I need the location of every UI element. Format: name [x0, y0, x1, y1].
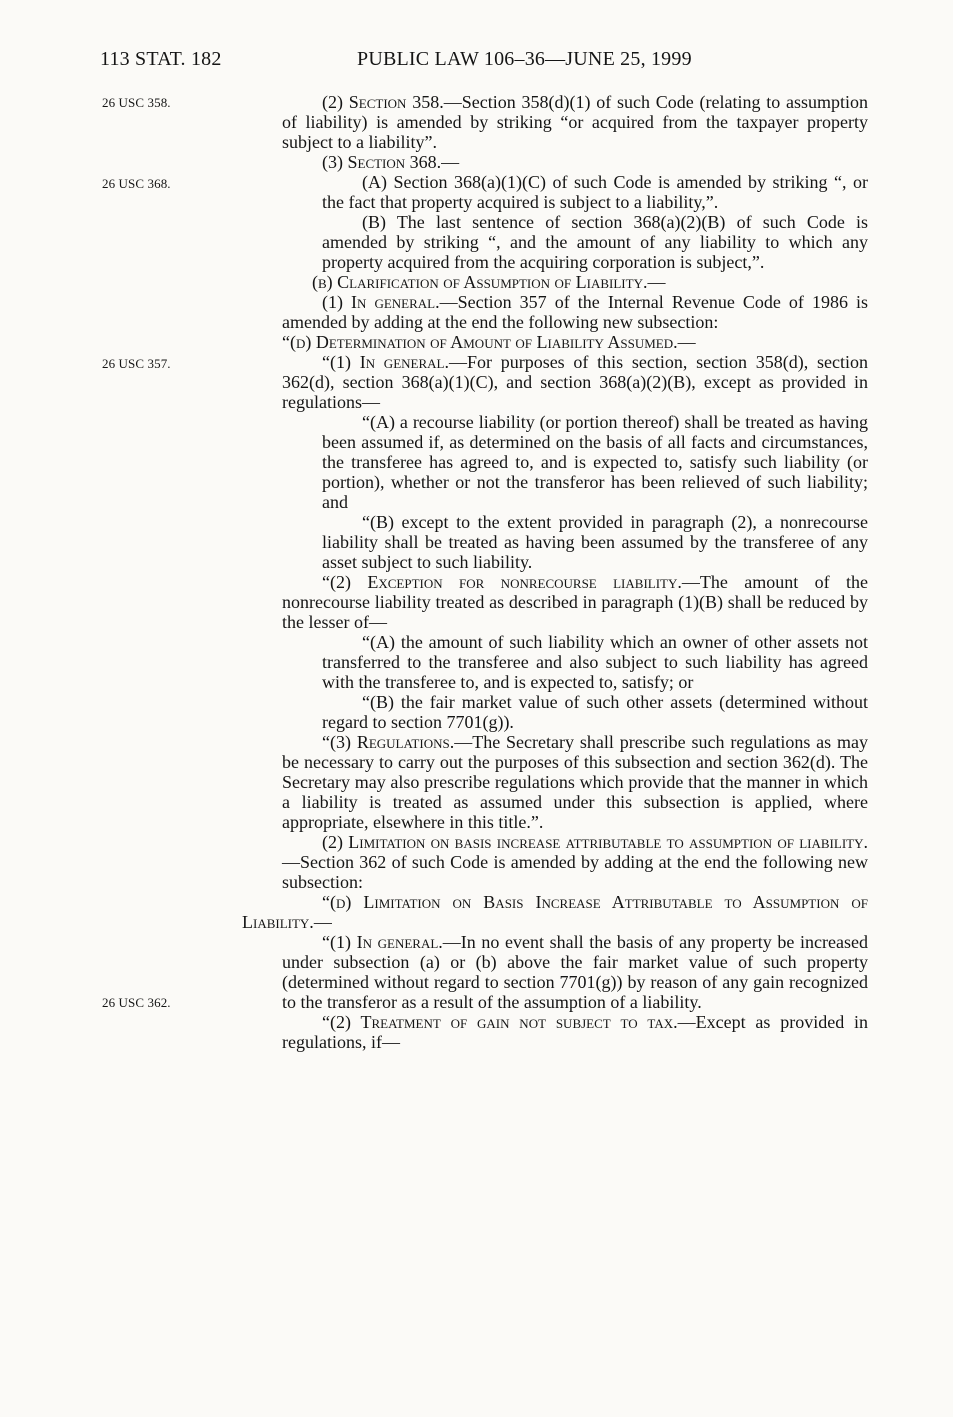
stat-page-number: 113 STAT. 182 — [100, 48, 222, 70]
paragraph-d2-a: “(A) the amount of such liability which an owner of other assets not transferred to the transferee and also subject to such liability has agreed with the transferee to, and is expected to, satisfy; or — [322, 632, 868, 692]
paragraph-d1-general: “(1) In general.—For purposes of this section, section 358(d), section 362(d), section 368(a)(1)(C), and section 368(a)(2)(B), except as provided in regulations— — [282, 352, 868, 412]
margin-note-357: 26 USC 357. — [102, 356, 171, 371]
paragraph-362d1-general: “(1) In general.—In no event shall the basis of any property be increased under subsection (a) or (b) above the fair market value of such property (determined without regard to section 7701(g)) by reason of any gain recognized to the transferor as a result of the assumption of a liability. — [282, 932, 868, 1012]
paragraph-d1-b: “(B) except to the extent provided in paragraph (2), a nonrecourse liability shall be treated as having been assumed by the transferee of any asset subject to such liability. — [322, 512, 868, 572]
statute-body — [242, 92, 869, 1052]
paragraph-d2-exception: “(2) Exception for nonrecourse liability.—The amount of the nonrecourse liability treated as described in paragraph (1)(B) shall be reduced by the lesser of— — [282, 572, 868, 632]
paragraph-d1-a: “(A) a recourse liability (or portion thereof) shall be treated as having been assumed if, as determined on the basis of all facts and circumstances, the transferee has agreed to, and is expected to, satisfy such liability (or portion), whether or not the transferor has been relieved of such liability; and — [322, 412, 868, 512]
paragraph-d3-regulations: “(3) Regulations.—The Secretary shall prescribe such regulations as may be necessary to carry out the purposes of this subsection and section 362(d). The Secretary may also prescribe regulations which provide that the manner in which a liability is treated as assumed under this subsection is applied, where appropriate, elsewhere in this title.”. — [282, 732, 868, 832]
paragraph-section-358: (2) Section 358.—Section 358(d)(1) of such Code (relating to assumption of liability) is amended by striking “or acquired from the taxpayer property subject to a liability”. — [282, 92, 868, 152]
paragraph-362-limitation: (2) Limitation on basis increase attributable to assumption of liability.—Section 362 of such Code is amended by adding at the end the following new subsection: — [282, 832, 868, 892]
margin-note-358: 26 USC 358. — [102, 95, 171, 110]
paragraph-362d2-treatment: “(2) Treatment of gain not subject to tax.—Except as provided in regulations, if— — [282, 1012, 868, 1052]
margin-note-362: 26 USC 362. — [102, 995, 171, 1010]
public-law-title: PUBLIC LAW 106–36—JUNE 25, 1999 — [357, 48, 692, 70]
paragraph-determination: “(d) Determination of Amount of Liability Assumed.— — [282, 332, 696, 352]
paragraph-368-b: (B) The last sentence of section 368(a)(2)(B) of such Code is amended by striking “, and the amount of any liability to which any property acquired from the acquiring corporation is subject,”. — [322, 212, 868, 272]
page-header — [0, 44, 953, 84]
paragraph-section-368: (3) Section 368.— — [322, 152, 460, 172]
paragraph-d2-b: “(B) the fair market value of such other assets (determined without regard to section 7701(g)). — [322, 692, 868, 732]
margin-note-368: 26 USC 368. — [102, 176, 171, 191]
paragraph-368-a: (A) Section 368(a)(1)(C) of such Code is amended by striking “, or the fact that property acquired is subject to a liability,”. — [322, 172, 868, 212]
paragraph-clarification: (b) Clarification of Assumption of Liability.— — [312, 272, 666, 292]
paragraph-357-general: (1) In general.—Section 357 of the Internal Revenue Code of 1986 is amended by adding at the end the following new subsection: — [282, 292, 869, 332]
paragraph-362d-heading: “(d) Limitation on Basis Increase Attributable to Assumption of Liability.— — [242, 892, 868, 932]
